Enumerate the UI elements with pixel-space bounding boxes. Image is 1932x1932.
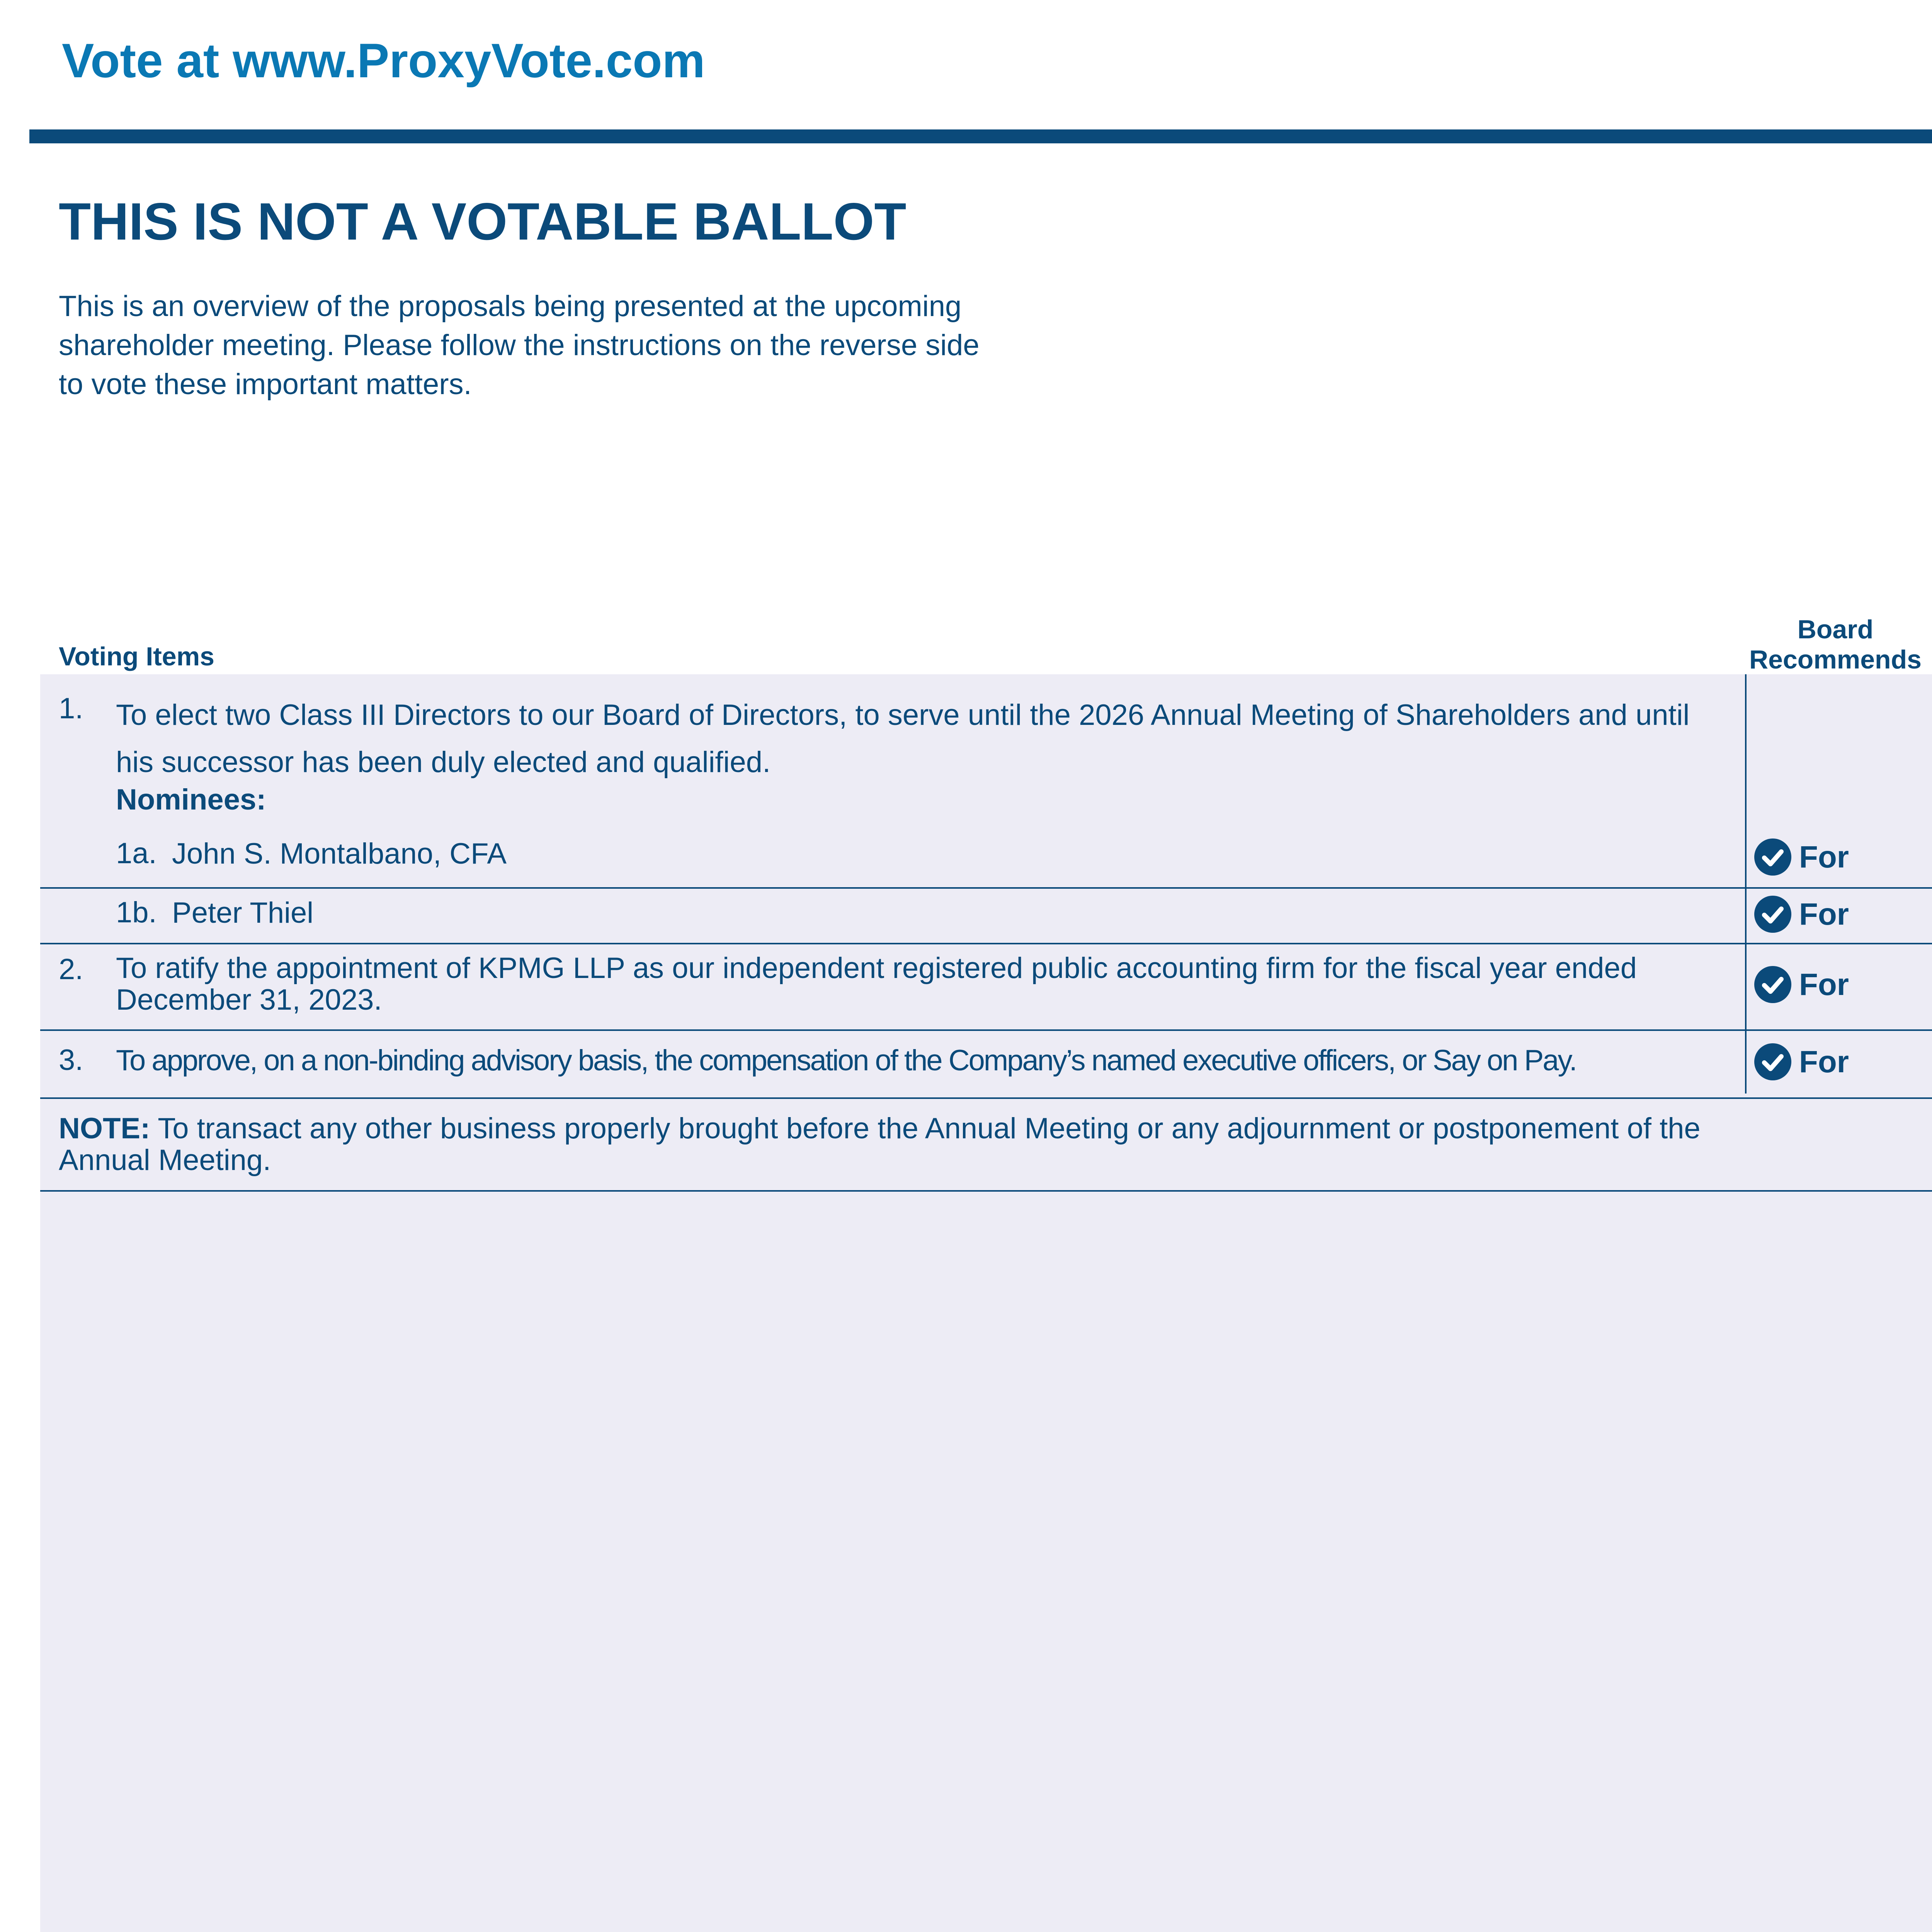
recommendation-badge — [1754, 1043, 1849, 1080]
check-circle-icon — [1754, 896, 1791, 933]
item-text: To approve, on a non-binding advisory basis, the compensation of the Company’s named executive officers, or Say on Pay. — [116, 1044, 1576, 1077]
recommendation-label: For — [1799, 897, 1849, 931]
note-label: NOTE: — [59, 1112, 150, 1145]
recommendation-label: For — [1799, 840, 1849, 874]
intro-paragraph: This is an overview of the proposals being presented at the upcoming shareholder meeting. Please follow the instructions on the reverse side to vote these important matters. — [59, 290, 980, 401]
row-divider — [40, 1097, 1932, 1099]
note-text: To transact any other business properly brought before the Annual Meeting or any adjournment or postponement of the Annual Meeting. — [59, 1112, 1701, 1177]
row-divider — [40, 1029, 1932, 1031]
board-recommends-header: Board Recommends — [1749, 615, 1922, 674]
item-text: To ratify the appointment of KPMG LLP as our independent registered public accounting firm for the fiscal year ended December 31, 2023. — [116, 952, 1637, 1016]
row-divider — [40, 887, 1932, 889]
item-text: To elect two Class III Directors to our Board of Directors, to serve until the 2026 Annual Meeting of Shareholders and until his successor has been duly elected and qualified. — [116, 699, 1690, 779]
proxyvote-link[interactable]: Vote at www.ProxyVote.com — [62, 34, 705, 88]
check-circle-icon — [1754, 966, 1791, 1003]
nominee-name: John S. Montalbano, CFA — [172, 837, 507, 870]
recommendation-badge — [1754, 966, 1849, 1003]
recommendation-badge — [1754, 896, 1849, 933]
check-circle-icon — [1754, 838, 1791, 876]
nominee-number: 1b. — [116, 896, 157, 929]
check-circle-icon — [1754, 1043, 1791, 1080]
voting-items-header: Voting Items — [59, 642, 214, 671]
note — [59, 1113, 1736, 1176]
recommendation-badge — [1754, 838, 1849, 876]
recommendation-label: For — [1799, 967, 1849, 1002]
nominee-number: 1a. — [116, 837, 157, 870]
header-divider — [29, 129, 1932, 143]
page-title: THIS IS NOT A VOTABLE BALLOT — [59, 192, 906, 251]
nominee-name: Peter Thiel — [172, 896, 314, 929]
recommendation-label: For — [1799, 1044, 1849, 1079]
row-divider — [40, 1190, 1932, 1192]
nominees-label: Nominees: — [116, 783, 266, 816]
item-number: 1. — [59, 692, 83, 725]
row-divider — [40, 943, 1932, 944]
item-number: 3. — [59, 1044, 83, 1077]
item-number: 2. — [59, 953, 83, 986]
